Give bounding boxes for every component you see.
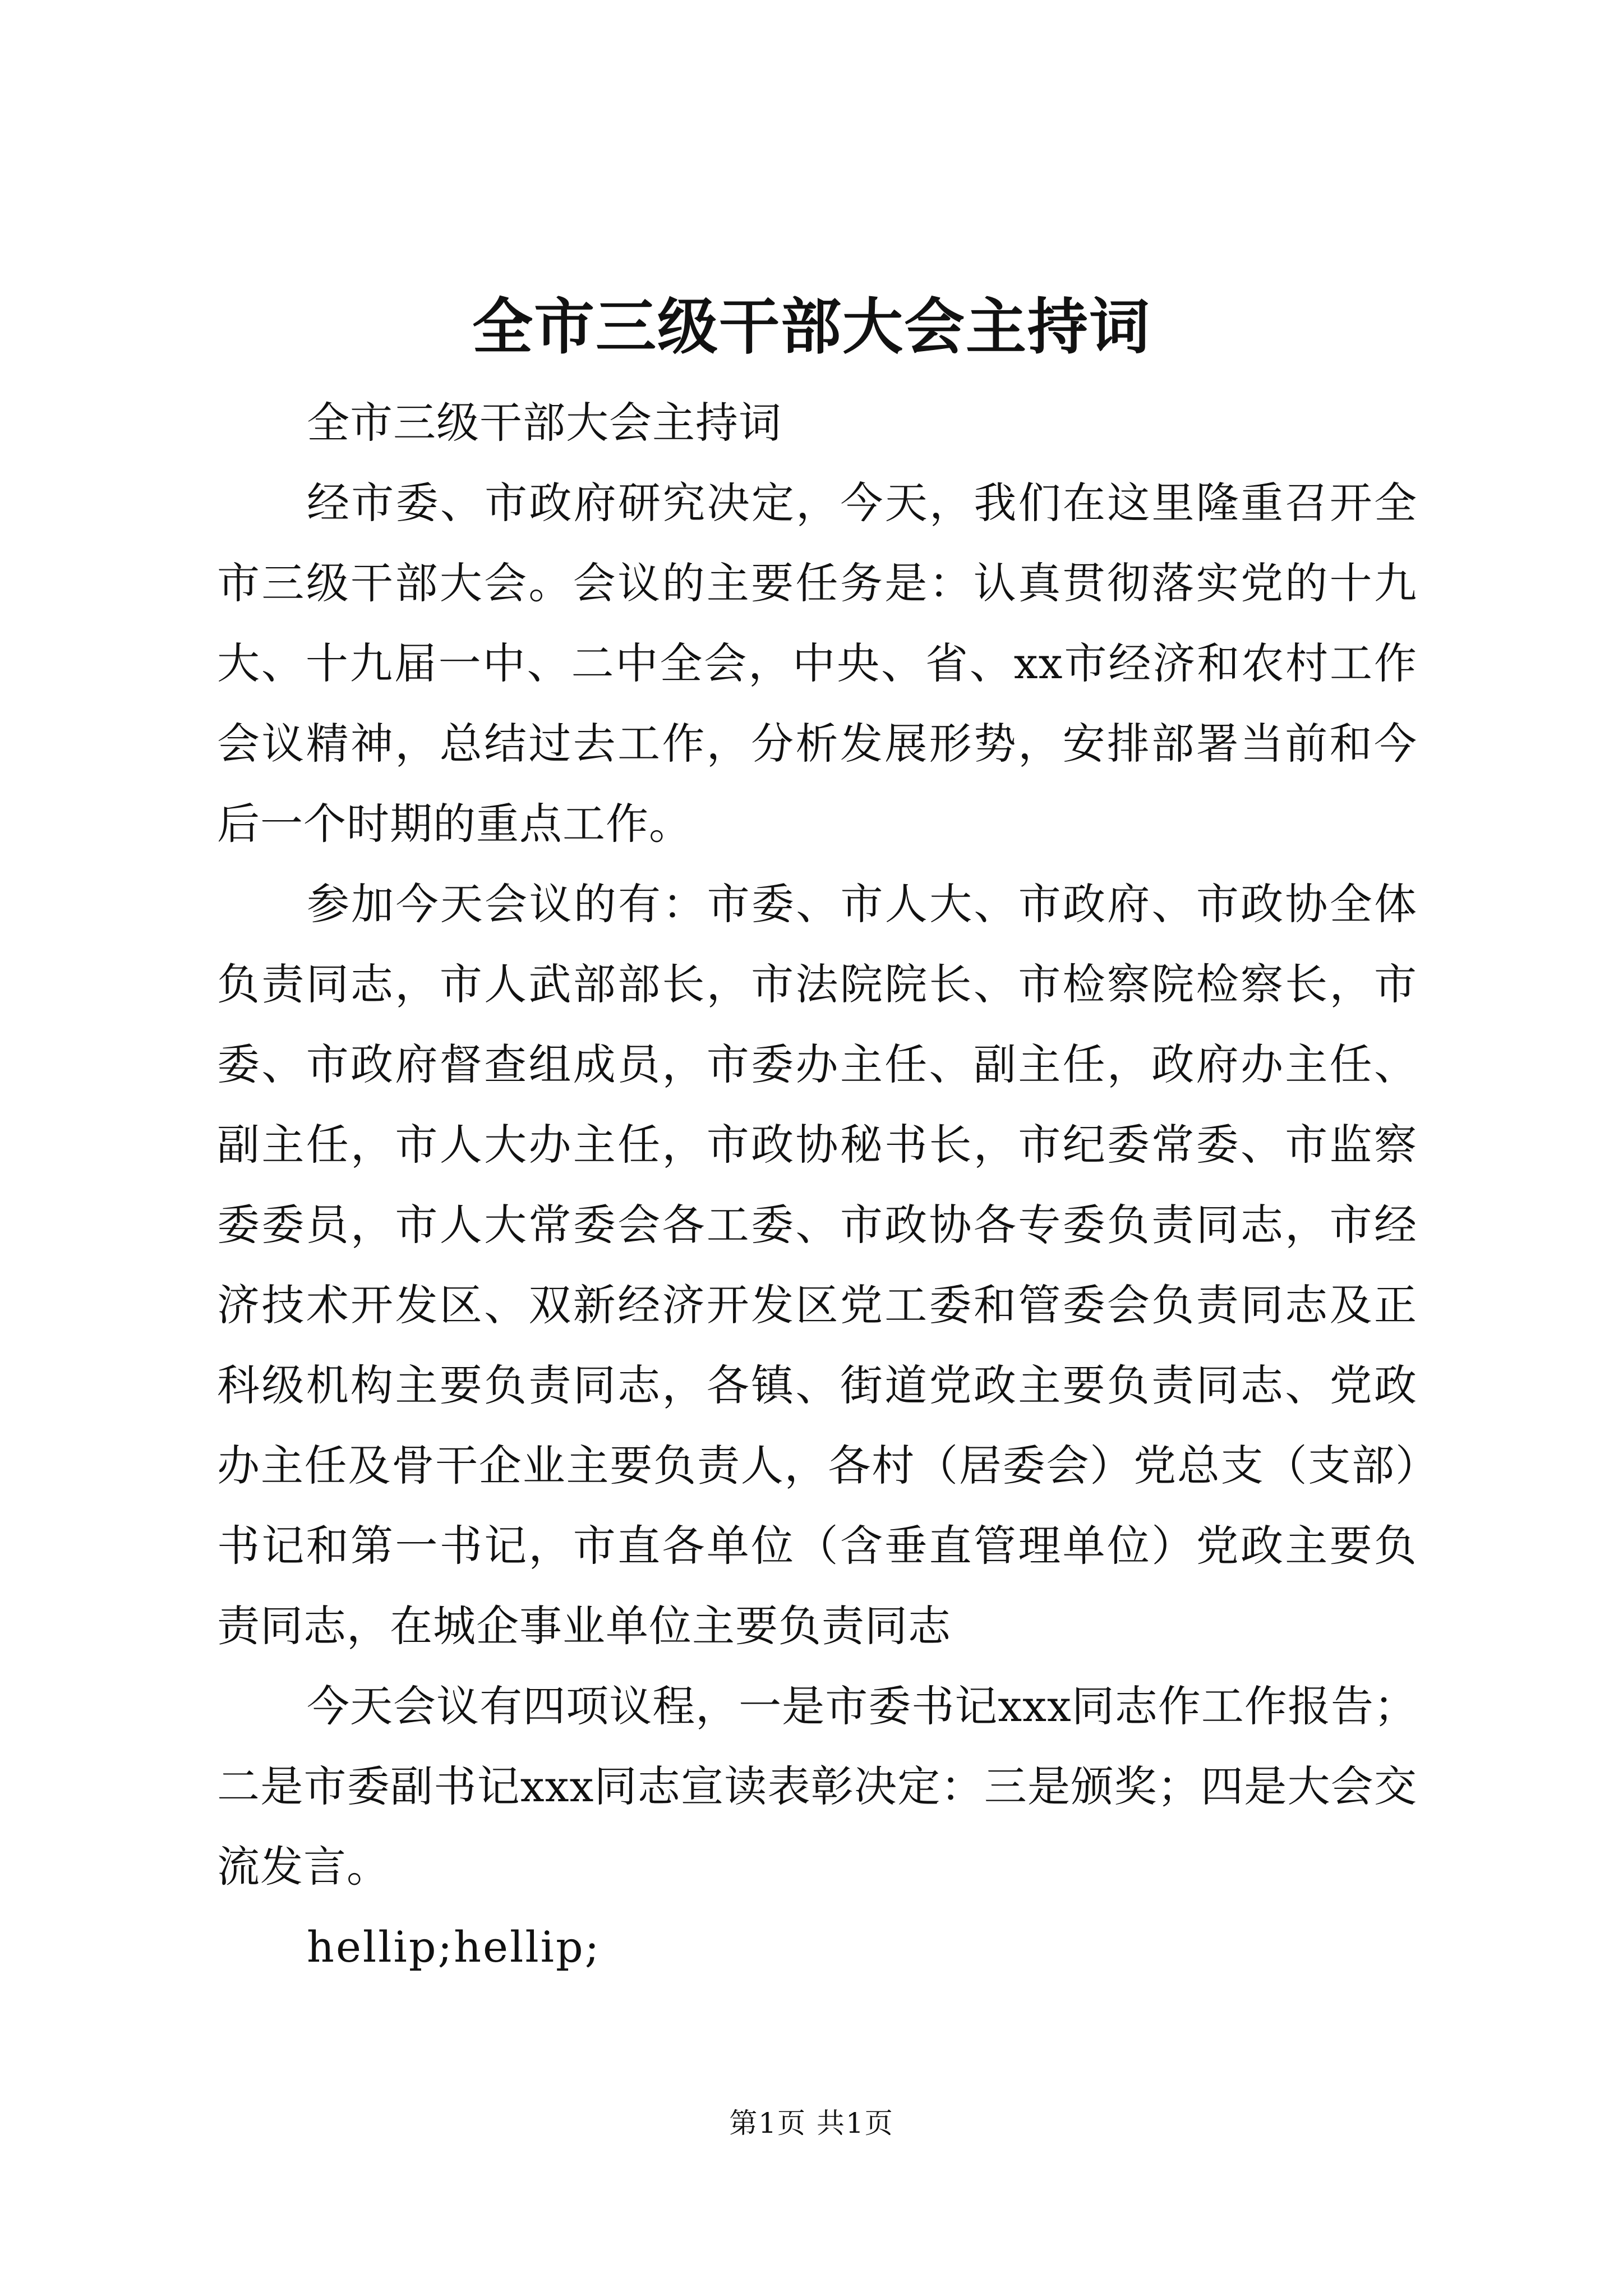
- paragraph-meeting-purpose: 经市委、市政府研究决定，今天，我们在这里隆重召开全市三级干部大会。会议的主要任务是：认真贯彻落实党的十九大、十九届一中、二中全会，中央、省、xx市经济和农村工作会议精神，总结过去工作，分析发展形势，安排部署当前和今后一个时期的重点工作。: [217, 478, 1417, 849]
- paragraph-subtitle: 全市三级干部大会主持词: [307, 398, 782, 448]
- document-body: [217, 383, 1417, 1987]
- document-title: 全市三级干部大会主持词: [472, 292, 1151, 362]
- paragraph-ellipsis: hellip;hellip;: [307, 1922, 601, 1972]
- paragraph-attendees: 参加今天会议的有：市委、市人大、市政府、市政协全体负责同志，市人武部部长，市法院院长、市检察院检察长，市委、市政府督查组成员，市委办主任、副主任，政府办主任、副主任，市人大办主任，市政协秘书长，市纪委常委、市监察委委员，市人大常委会各工委、市政协各专委负责同志，市经济技术开发区、双新经济开发区党工委和管委会负责同志及正科级机构主要负责同志，各镇、街道党政主要负责同志、党政办主任及骨干企业主要负责人，各村（居委会）党总支（支部）书记和第一书记，市直各单位（含垂直管理单位）党政主要负责同志，在城企事业单位主要负责同志: [217, 879, 1417, 1651]
- paragraph-agenda: 今天会议有四项议程，一是市委书记xxx同志作工作报告；二是市委副书记xxx同志宣读表彰决定：三是颁奖；四是大会交流发言。: [217, 1681, 1417, 1892]
- page-footer: 第1页 共1页: [729, 2107, 894, 2139]
